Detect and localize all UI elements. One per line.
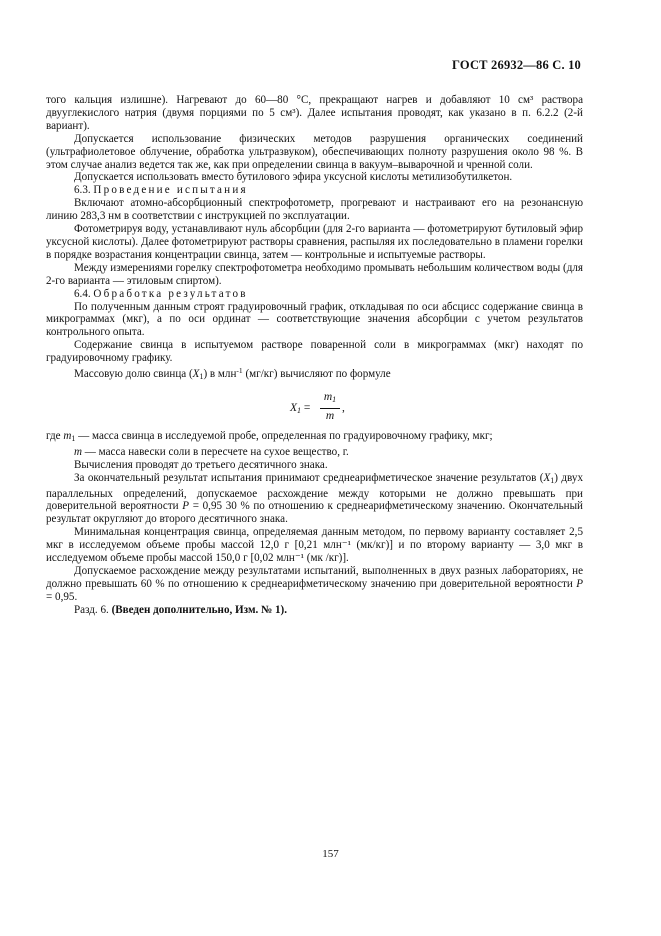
page-number: 157 — [322, 848, 339, 860]
paragraph: Допускаемое расхождение между результатами испытаний, выполненных в двух разных лабораториях, не должно превышать 60 % по отношению к среднеарифметическому значению при доверительной вероятности P = 0,95. — [46, 565, 583, 603]
formula-fraction — [320, 391, 340, 423]
formula — [46, 386, 583, 430]
paragraph: того кальция излишне). Нагревают до 60—80 °С, прекращают нагрев и добавляют 10 см³ раствора двууглекислого натрия (двумя порциями по 5 см³). Далее испытания проводят, как указано в п. 6.2.2 (2-й вариант). — [46, 94, 583, 132]
section-heading-6-3 — [46, 184, 583, 197]
variable: X — [192, 368, 200, 381]
paragraph: Допускается использование физических методов разрушения органических соединений (ультрафиолетовое облучение, обработка ультразвуком), обеспечивающих полноту разрушения около 98 %. В этом случае анализ ведется так же, как при определении свинца в вакуум–выварочной и чренной соли. — [46, 132, 583, 171]
section-number: 6.3. — [74, 184, 91, 197]
paragraph: Включают атомно-абсорбционный спектрофотометр, прогревают и настраивают его на резонансную линию 283,3 нм в соответствии с инструкцией по эксплуатации. — [46, 197, 583, 223]
formula-lhs: $X_1$ = — [290, 401, 311, 415]
variable: P — [576, 577, 583, 590]
paragraph: Массовую долю свинца $(X_1)$ в млн$^{-1}$ (мг/кг) вычисляют по формуле — [74, 366, 391, 382]
section-number: 6.4. — [74, 287, 91, 300]
paragraph: По полученным данным строят градуировочный график, откладывая по оси абсцисс содержание свинца в микрограммах (мкг), а по оси ординат — соответствующие значения абсорбции с учетом результатов контрольного опыта. — [46, 300, 583, 339]
document-body — [46, 94, 583, 617]
section-heading-6-4 — [46, 288, 583, 301]
document-header: ГОСТ 26932—86 С. 10 — [452, 58, 581, 72]
variable: P — [182, 500, 190, 513]
paragraph: m — масса навески соли в пересчете на сухое вещество, г. — [74, 445, 349, 458]
variable: m — [63, 429, 72, 442]
formula-comma: , — [342, 401, 345, 414]
section-title: Обработка результатов — [93, 287, 248, 300]
paragraph: Между измерениями горелку спектрофотометра необходимо промывать небольшим количеством воды (для 2-го варианта — этиловым спиртом). — [46, 261, 583, 287]
amendment-note: Разд. 6. (Введен дополнительно, Изм. № 1). — [74, 603, 288, 616]
paragraph: За окончательный результат испытания принимают среднеарифметическое значение результатов $(X_1)$ двух параллельных определений, допускаемое расхождение между которыми не должно превышать при доверительной вероятности P = 0,95 30 % по отношению к среднеарифметическому значению. Окончательный результат округляют до второго десятичного знака. — [46, 471, 583, 526]
paragraph: Содержание свинца в испытуемом растворе поваренной соли в микрограммах (мкг) находят по градуировочному графику. — [46, 339, 583, 365]
paragraph: где $m_1$ — масса свинца в исследуемой пробе, определенная по градуировочному графику, мкг; — [46, 429, 493, 443]
paragraph: Вычисления проводят до третьего десятичного знака. — [74, 458, 328, 471]
formula-numerator: $m_1$ — [320, 391, 340, 409]
variable: m — [74, 445, 83, 458]
section-title: Проведение испытания — [93, 184, 248, 197]
paragraph: Допускается использовать вместо бутилового эфира уксусной кислоты метилизобутилкетон. — [74, 171, 513, 184]
paragraph: Фотометрируя воду, устанавливают нуль абсорбции (для 2-го варианта — фотометрируют бутиловый эфир уксусной кислоты). Далее фотометрируют растворы сравнения, распыляя их последовательно в пламени горелки в порядке возрастания концентрации свинца, затем — контрольные и испытуемые растворы. — [46, 223, 583, 261]
variable: X — [543, 471, 551, 484]
formula-denominator: m — [325, 409, 335, 422]
paragraph: Минимальная концентрация свинца, определяемая данным методом, по первому варианту составляет 2,5 мкг в исследуемом объеме пробы массой 12,0 г [0,21 млн⁻¹ (мк/кг)] и по второму варианту — 3,0 мкг в исследуемом объеме пробы массой 150,0 г [0,02 млн⁻¹ (мк /кг)]. — [46, 526, 583, 565]
